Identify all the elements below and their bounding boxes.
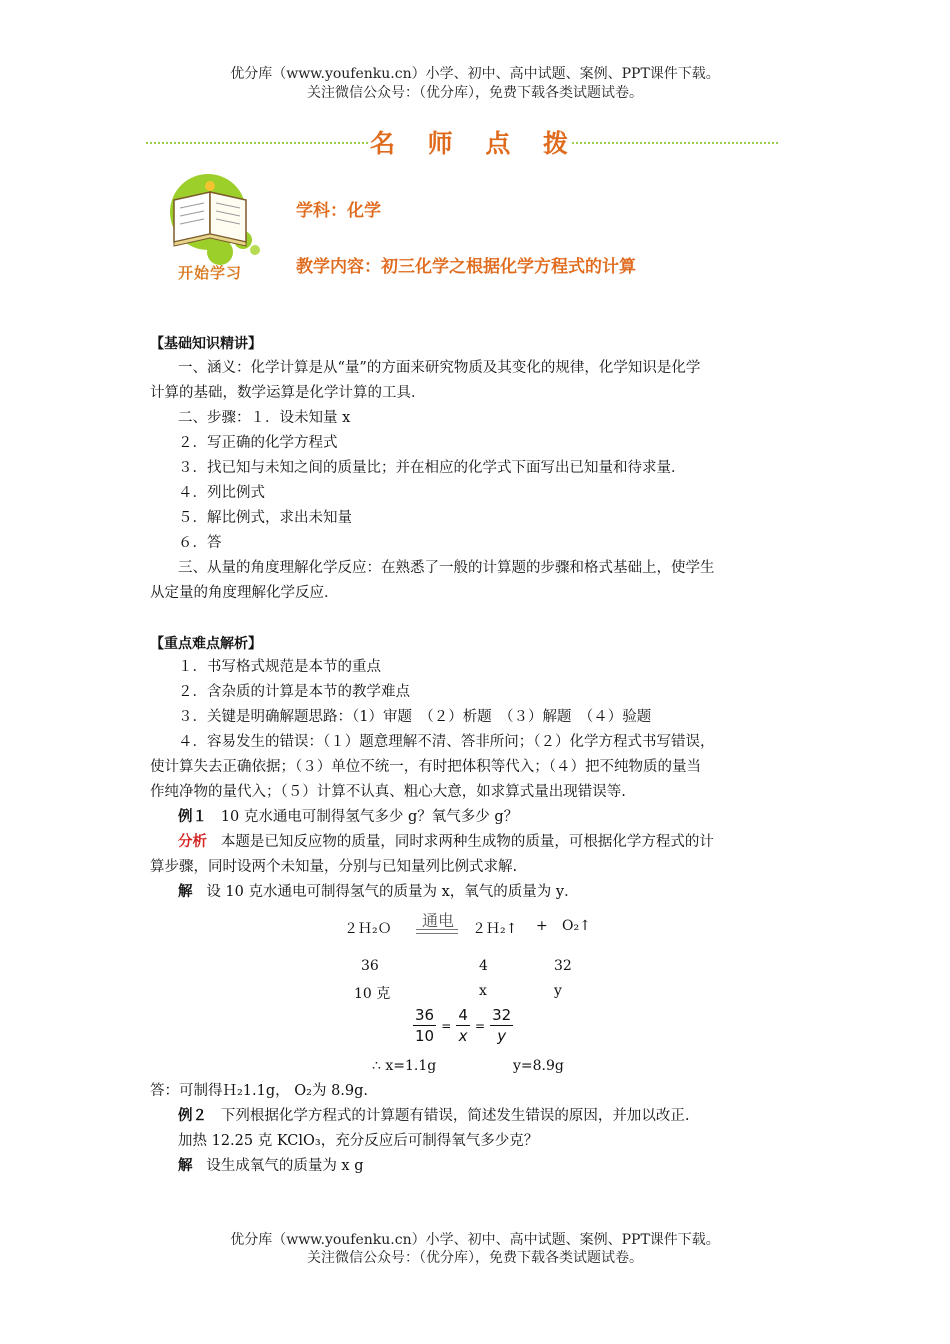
basics-line: 一、涵义：化学计算是从“量”的方面来研究物质及其变化的规律，化学知识是化学	[178, 360, 701, 376]
key-point-line: １．书写格式规范是本节的重点	[178, 659, 381, 675]
basics-line: 三、从量的角度理解化学反应：在熟悉了一般的计算题的步骤和格式基础上，使学生	[178, 560, 715, 576]
example-1-label: 例１	[178, 809, 207, 825]
fraction-2	[456, 1005, 470, 1046]
analysis-text: 本题是已知反应物的质量，同时求两种生成物的质量，可根据化学方程式的计	[220, 834, 714, 850]
unknown-x: x	[479, 983, 487, 999]
equation-plus: +	[536, 918, 548, 934]
equals-sign: =	[441, 1019, 452, 1033]
basics-line: ２．写正确的化学方程式	[178, 435, 338, 451]
analysis-text-continued: 算步骤，同时设两个未知量，分别与已知量列比例式求解.	[150, 859, 518, 875]
equals-sign: =	[474, 1019, 486, 1033]
key-point-line: ４．容易发生的错误：（１）题意理解不清、答非所问；（２）化学方程式书写错误，	[178, 734, 715, 750]
fraction-2-numerator: 4	[458, 1006, 468, 1024]
basics-line: ４．列比例式	[178, 485, 265, 501]
unknown-y: y	[554, 983, 562, 999]
known-water: 10 克	[354, 986, 391, 1002]
basics-line: 从定量的角度理解化学反应．	[150, 585, 339, 601]
example-2-solution	[178, 1154, 364, 1179]
fraction-1	[413, 1005, 436, 1046]
mass-hydrogen: 4	[479, 958, 488, 974]
solution-text: 设 10 克水通电可制得氢气的质量为 x，氧气的质量为 y．	[206, 884, 579, 900]
fraction-3-numerator: 32	[492, 1006, 512, 1024]
fraction-3	[490, 1005, 513, 1046]
equation-product-oxygen: O₂↑	[562, 918, 591, 934]
result-x: ∴ x=1.1g	[372, 1058, 437, 1074]
subject-label: 学科：化学	[296, 201, 381, 221]
equation-reactant: ２Ｈ₂Ｏ	[344, 921, 392, 937]
key-point-line: 使计算失去正确依据；（３）单位不统一，有时把体积等代入；（４）把不纯物质的量当	[150, 759, 701, 775]
mass-water: 36	[361, 958, 379, 974]
start-learning-label: 开始学习	[178, 264, 243, 282]
key-point-line: ２．含杂质的计算是本节的教学难点	[178, 684, 410, 700]
header-line-1: 优分库（www.youfenku.cn）小学、初中、高中试题、案例、PPT课件下载。	[230, 66, 720, 82]
section-title-key-points: 【重点难点解析】	[150, 636, 262, 652]
example-1-text: 10 克水通电可制得氢气多少 g？氧气多少 g？	[220, 809, 519, 825]
example-1-solution	[178, 880, 579, 905]
proportion-equation	[413, 1005, 513, 1046]
key-point-line: ３．关键是明确解题思路：（1）审题 （２）析题 （３）解题 （４）验题	[178, 709, 652, 725]
footer-line-2: 关注微信公众号：（优分库），免费下载各类试题试卷。	[307, 1250, 643, 1266]
fraction-1-denominator: 10	[415, 1027, 435, 1045]
basics-line: 二、步骤：１．设未知量 x	[178, 410, 351, 426]
example-2-question: 加热 12.25 克 KClO₃，充分反应后可制得氧气多少克？	[178, 1133, 539, 1149]
basics-line: ３．找已知与未知之间的质量比；并在相应的化学式下面写出已知量和待求量．	[178, 460, 686, 476]
example-1-question	[178, 805, 518, 830]
fraction-3-denominator: y	[497, 1027, 507, 1045]
example-2-intro	[178, 1104, 689, 1129]
analysis-label: 分析	[178, 834, 207, 850]
equation-product-hydrogen: ２Ｈ₂↑	[472, 921, 518, 937]
key-point-line: 作纯净物的量代入；（５）计算不认真、粗心大意，如求算式量出现错误等.	[150, 784, 626, 800]
basics-line: 计算的基础，数学运算是化学计算的工具．	[150, 385, 426, 401]
result-y: y=8.9g	[513, 1058, 564, 1074]
header-line-2: 关注微信公众号：（优分库），免费下载各类试题试卷。	[307, 85, 643, 101]
solution-label: 解	[178, 884, 193, 900]
banner-title: 名 师 点 拨	[369, 129, 581, 158]
equation-condition: 通电	[421, 911, 454, 930]
open-book-icon	[160, 170, 270, 270]
teaching-content-label: 教学内容：初三化学之根据化学方程式的计算	[296, 257, 636, 277]
example-2-solution-label: 解	[178, 1158, 193, 1174]
example-1-analysis	[178, 830, 714, 855]
example-2-text: 下列根据化学方程式的计算题有错误，简述发生错误的原因，并加以改正.	[220, 1108, 690, 1124]
fraction-1-numerator: 36	[415, 1006, 435, 1024]
fraction-2-denominator: x	[458, 1027, 468, 1045]
equation-equals-bar-top	[416, 929, 458, 930]
example-1-answer: 答：可制得Ｈ₂1.1g， O₂为 8.9g.	[150, 1083, 369, 1099]
example-2-solution-text: 设生成氧气的质量为 x g	[206, 1158, 364, 1174]
section-title-basics: 【基础知识精讲】	[150, 336, 262, 352]
footer-line-1: 优分库（www.youfenku.cn）小学、初中、高中试题、案例、PPT课件下载。	[230, 1232, 720, 1248]
equation-equals-bar-bottom	[416, 933, 458, 934]
basics-line: ５．解比例式，求出未知量	[178, 510, 352, 526]
mass-oxygen: 32	[554, 958, 572, 974]
basics-line: ６．答	[178, 535, 222, 551]
example-2-label: 例２	[178, 1108, 207, 1124]
